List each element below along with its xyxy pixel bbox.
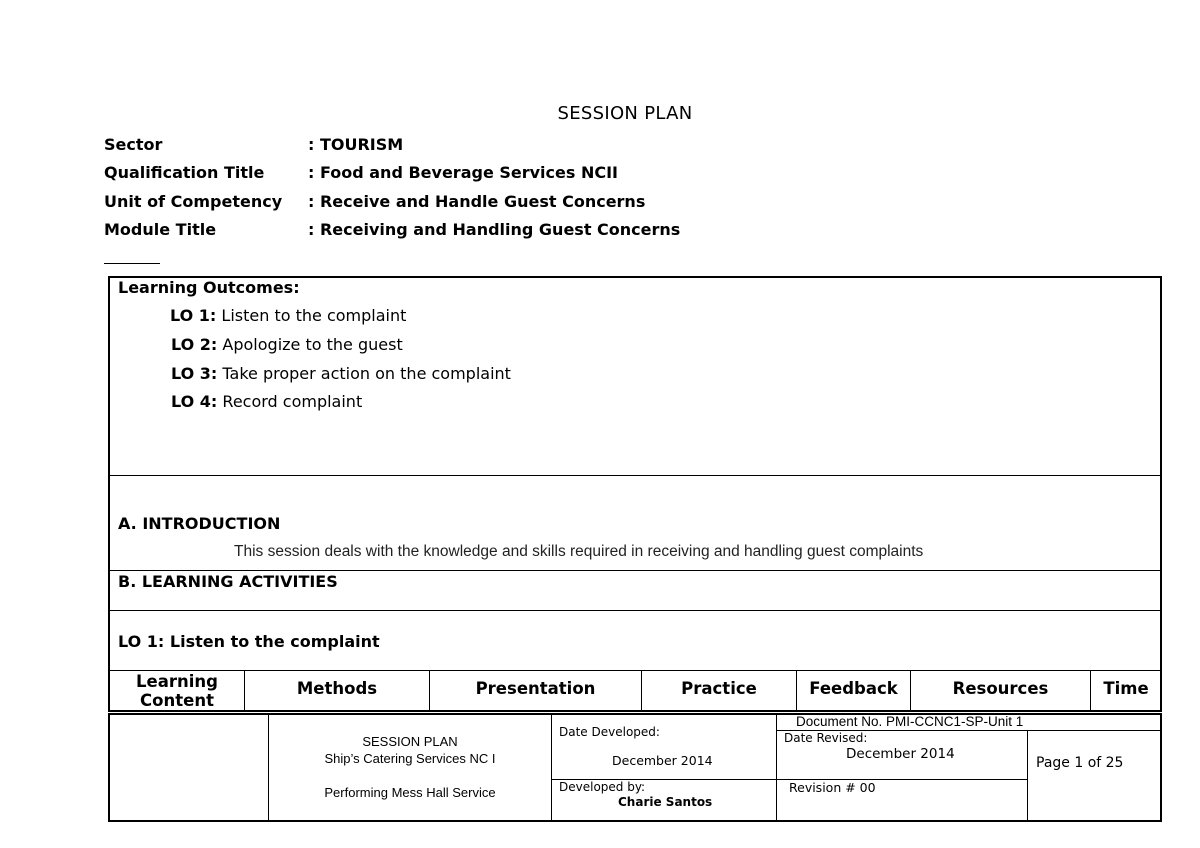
learning-activities-heading: B. LEARNING ACTIVITIES xyxy=(118,572,338,591)
column-header-practice: Practice xyxy=(681,678,757,698)
footer-divider xyxy=(1027,730,1028,822)
lo-item: LO 4: Record complaint xyxy=(171,392,363,411)
header-value-qualification: : Food and Beverage Services NCII xyxy=(308,163,619,182)
row-divider xyxy=(108,670,1162,671)
introduction-text: This session deals with the knowledge and skills required in receiving and handling guest complaints xyxy=(234,543,924,560)
column-header-learning-content: Learning Content xyxy=(136,672,218,710)
footer-developed-by-label: Developed by: xyxy=(559,780,646,794)
header-label-qualification: Qualification Title xyxy=(104,163,265,182)
lo-item: LO 1: Listen to the complaint xyxy=(170,306,407,325)
header-value-sector: : TOURISM xyxy=(308,135,404,154)
footer-divider xyxy=(551,713,552,822)
footer-module: Performing Mess Hall Service xyxy=(324,785,496,800)
learning-outcomes-heading: Learning Outcomes: xyxy=(118,278,300,297)
page-title: SESSION PLAN xyxy=(557,103,693,124)
row-divider xyxy=(108,475,1162,476)
column-header-feedback: Feedback xyxy=(809,678,898,698)
lo1-heading: LO 1: Listen to the complaint xyxy=(118,632,380,651)
column-header-methods: Methods xyxy=(296,678,378,698)
footer-divider xyxy=(268,713,269,822)
lo-item: LO 2: Apologize to the guest xyxy=(171,335,403,354)
column-header-resources: Resources xyxy=(952,678,1049,698)
footer-page-number: Page 1 of 25 xyxy=(1036,755,1124,771)
footer-date-revised-label: Date Revised: xyxy=(784,731,868,745)
header-label-unit: Unit of Competency xyxy=(104,192,283,211)
header-label-module: Module Title xyxy=(104,220,217,239)
footer-date-developed: December 2014 xyxy=(612,753,713,768)
footer-date-developed-label: Date Developed: xyxy=(559,725,660,739)
footer-developed-by: Charie Santos xyxy=(618,795,713,809)
header-label-sector: Sector xyxy=(104,135,163,154)
footer-document-no: Document No. PMI-CCNC1-SP-Unit 1 xyxy=(796,714,1024,729)
column-header-presentation: Presentation xyxy=(475,678,596,698)
row-divider xyxy=(108,570,1162,571)
footer-revision: Revision # 00 xyxy=(789,780,876,795)
header-value-module: : Receiving and Handling Guest Concerns xyxy=(308,220,681,239)
column-header-time: Time xyxy=(1103,678,1149,698)
footer-program: Ship’s Catering Services NC I xyxy=(324,751,496,766)
header-value-unit: : Receive and Handle Guest Concerns xyxy=(308,192,646,211)
row-divider xyxy=(108,610,1162,611)
header-divider xyxy=(104,263,160,264)
introduction-heading: A. INTRODUCTION xyxy=(118,514,281,533)
footer-date-revised: December 2014 xyxy=(846,746,955,762)
lo-item: LO 3: Take proper action on the complaint xyxy=(171,364,511,383)
footer-plan-title: SESSION PLAN xyxy=(362,734,458,749)
